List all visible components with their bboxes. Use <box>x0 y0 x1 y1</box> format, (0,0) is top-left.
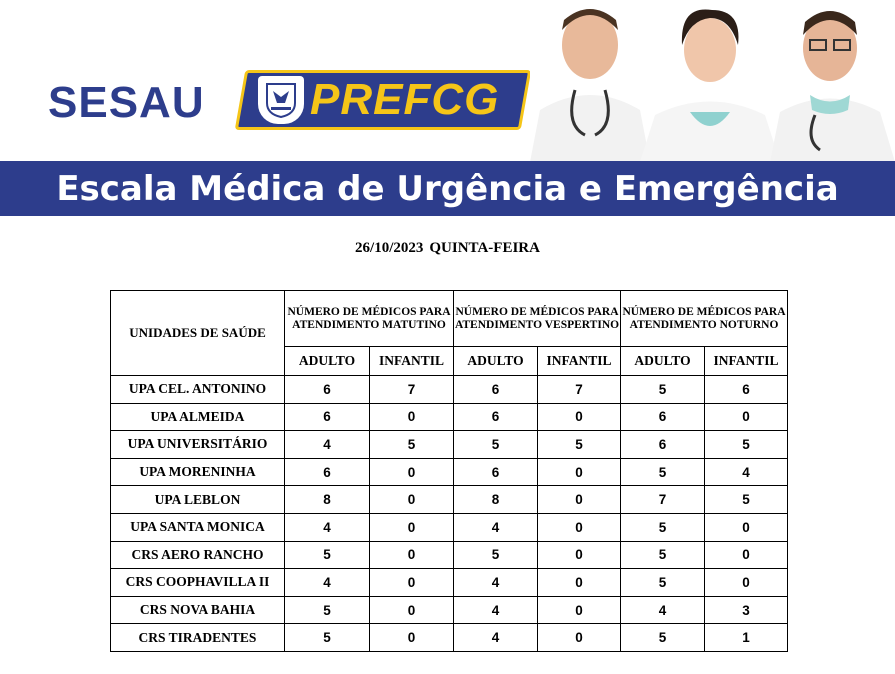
cell-value: 5 <box>621 569 705 597</box>
cell-value: 0 <box>538 624 621 652</box>
cell-value: 7 <box>370 376 454 404</box>
table-row <box>111 431 788 459</box>
cell-value: 4 <box>285 569 370 597</box>
cell-value: 5 <box>621 513 705 541</box>
cell-value: 0 <box>370 403 454 431</box>
cell-value: 0 <box>705 569 788 597</box>
cell-value: 0 <box>370 624 454 652</box>
cell-value: 8 <box>285 486 370 514</box>
table-row <box>111 624 788 652</box>
table-row <box>111 513 788 541</box>
unit-name: UPA ALMEIDA <box>111 403 285 431</box>
unit-name: CRS AERO RANCHO <box>111 541 285 569</box>
page-title: Escala Médica de Urgência e Emergência <box>56 168 839 209</box>
cell-value: 5 <box>454 541 538 569</box>
prefcg-logo-text: PREFCG <box>310 75 500 124</box>
cell-value: 5 <box>621 376 705 404</box>
cell-value: 0 <box>705 541 788 569</box>
sesau-logo: SESAU <box>48 78 205 127</box>
table-row <box>111 486 788 514</box>
subheader-child: INFANTIL <box>705 347 788 376</box>
cell-value: 0 <box>538 458 621 486</box>
cell-value: 7 <box>538 376 621 404</box>
cell-value: 0 <box>705 403 788 431</box>
city-crest-icon <box>258 76 304 124</box>
cell-value: 0 <box>370 458 454 486</box>
cell-value: 0 <box>538 486 621 514</box>
unit-column-header: UNIDADES DE SAÚDE <box>111 291 285 376</box>
cell-value: 6 <box>285 376 370 404</box>
cell-value: 5 <box>621 458 705 486</box>
cell-value: 6 <box>621 403 705 431</box>
table-row <box>111 458 788 486</box>
cell-value: 0 <box>538 513 621 541</box>
weekday-value: QUINTA-FEIRA <box>429 240 540 256</box>
cell-value: 5 <box>285 541 370 569</box>
cell-value: 5 <box>285 624 370 652</box>
cell-value: 8 <box>454 486 538 514</box>
cell-value: 0 <box>538 403 621 431</box>
cell-value: 4 <box>454 596 538 624</box>
table-row <box>111 541 788 569</box>
title-bar <box>0 161 895 216</box>
cell-value: 6 <box>454 403 538 431</box>
unit-name: CRS TIRADENTES <box>111 624 285 652</box>
cell-value: 0 <box>538 569 621 597</box>
cell-value: 0 <box>370 569 454 597</box>
cell-value: 6 <box>454 376 538 404</box>
shift-header-morning: NÚMERO DE MÉDICOS PARA ATENDIMENTO MATUTINO <box>285 291 454 347</box>
doctors-photo <box>530 0 895 162</box>
cell-value: 6 <box>621 431 705 459</box>
unit-name: UPA CEL. ANTONINO <box>111 376 285 404</box>
subheader-adult: ADULTO <box>454 347 538 376</box>
cell-value: 6 <box>285 403 370 431</box>
banner-header <box>0 0 895 216</box>
cell-value: 6 <box>285 458 370 486</box>
unit-name: UPA UNIVERSITÁRIO <box>111 431 285 459</box>
cell-value: 0 <box>370 486 454 514</box>
unit-name: UPA SANTA MONICA <box>111 513 285 541</box>
table-header-row <box>111 291 788 347</box>
unit-name: CRS NOVA BAHIA <box>111 596 285 624</box>
shift-header-night: NÚMERO DE MÉDICOS PARA ATENDIMENTO NOTURNO <box>621 291 788 347</box>
cell-value: 5 <box>538 431 621 459</box>
table-row <box>111 403 788 431</box>
cell-value: 4 <box>454 624 538 652</box>
table-row <box>111 569 788 597</box>
cell-value: 5 <box>705 486 788 514</box>
unit-name: UPA MORENINHA <box>111 458 285 486</box>
cell-value: 3 <box>705 596 788 624</box>
schedule-table <box>110 290 788 652</box>
subheader-adult: ADULTO <box>285 347 370 376</box>
cell-value: 4 <box>285 513 370 541</box>
cell-value: 4 <box>454 513 538 541</box>
cell-value: 0 <box>538 596 621 624</box>
cell-value: 6 <box>454 458 538 486</box>
cell-value: 0 <box>705 513 788 541</box>
subheader-child: INFANTIL <box>538 347 621 376</box>
cell-value: 4 <box>285 431 370 459</box>
unit-name: UPA LEBLON <box>111 486 285 514</box>
cell-value: 5 <box>621 541 705 569</box>
cell-value: 0 <box>370 541 454 569</box>
cell-value: 5 <box>621 624 705 652</box>
cell-value: 4 <box>454 569 538 597</box>
cell-value: 6 <box>705 376 788 404</box>
subheader-child: INFANTIL <box>370 347 454 376</box>
cell-value: 4 <box>705 458 788 486</box>
cell-value: 0 <box>370 596 454 624</box>
cell-value: 0 <box>370 513 454 541</box>
cell-value: 5 <box>705 431 788 459</box>
shift-header-afternoon: NÚMERO DE MÉDICOS PARA ATENDIMENTO VESPERTINO <box>454 291 621 347</box>
cell-value: 7 <box>621 486 705 514</box>
cell-value: 5 <box>285 596 370 624</box>
table-row <box>111 376 788 404</box>
cell-value: 5 <box>370 431 454 459</box>
cell-value: 5 <box>454 431 538 459</box>
table-row <box>111 596 788 624</box>
subheader-adult: ADULTO <box>621 347 705 376</box>
cell-value: 4 <box>621 596 705 624</box>
unit-name: CRS COOPHAVILLA II <box>111 569 285 597</box>
schedule-date <box>0 240 895 257</box>
date-value: 26/10/2023 <box>355 240 424 256</box>
cell-value: 0 <box>538 541 621 569</box>
cell-value: 1 <box>705 624 788 652</box>
